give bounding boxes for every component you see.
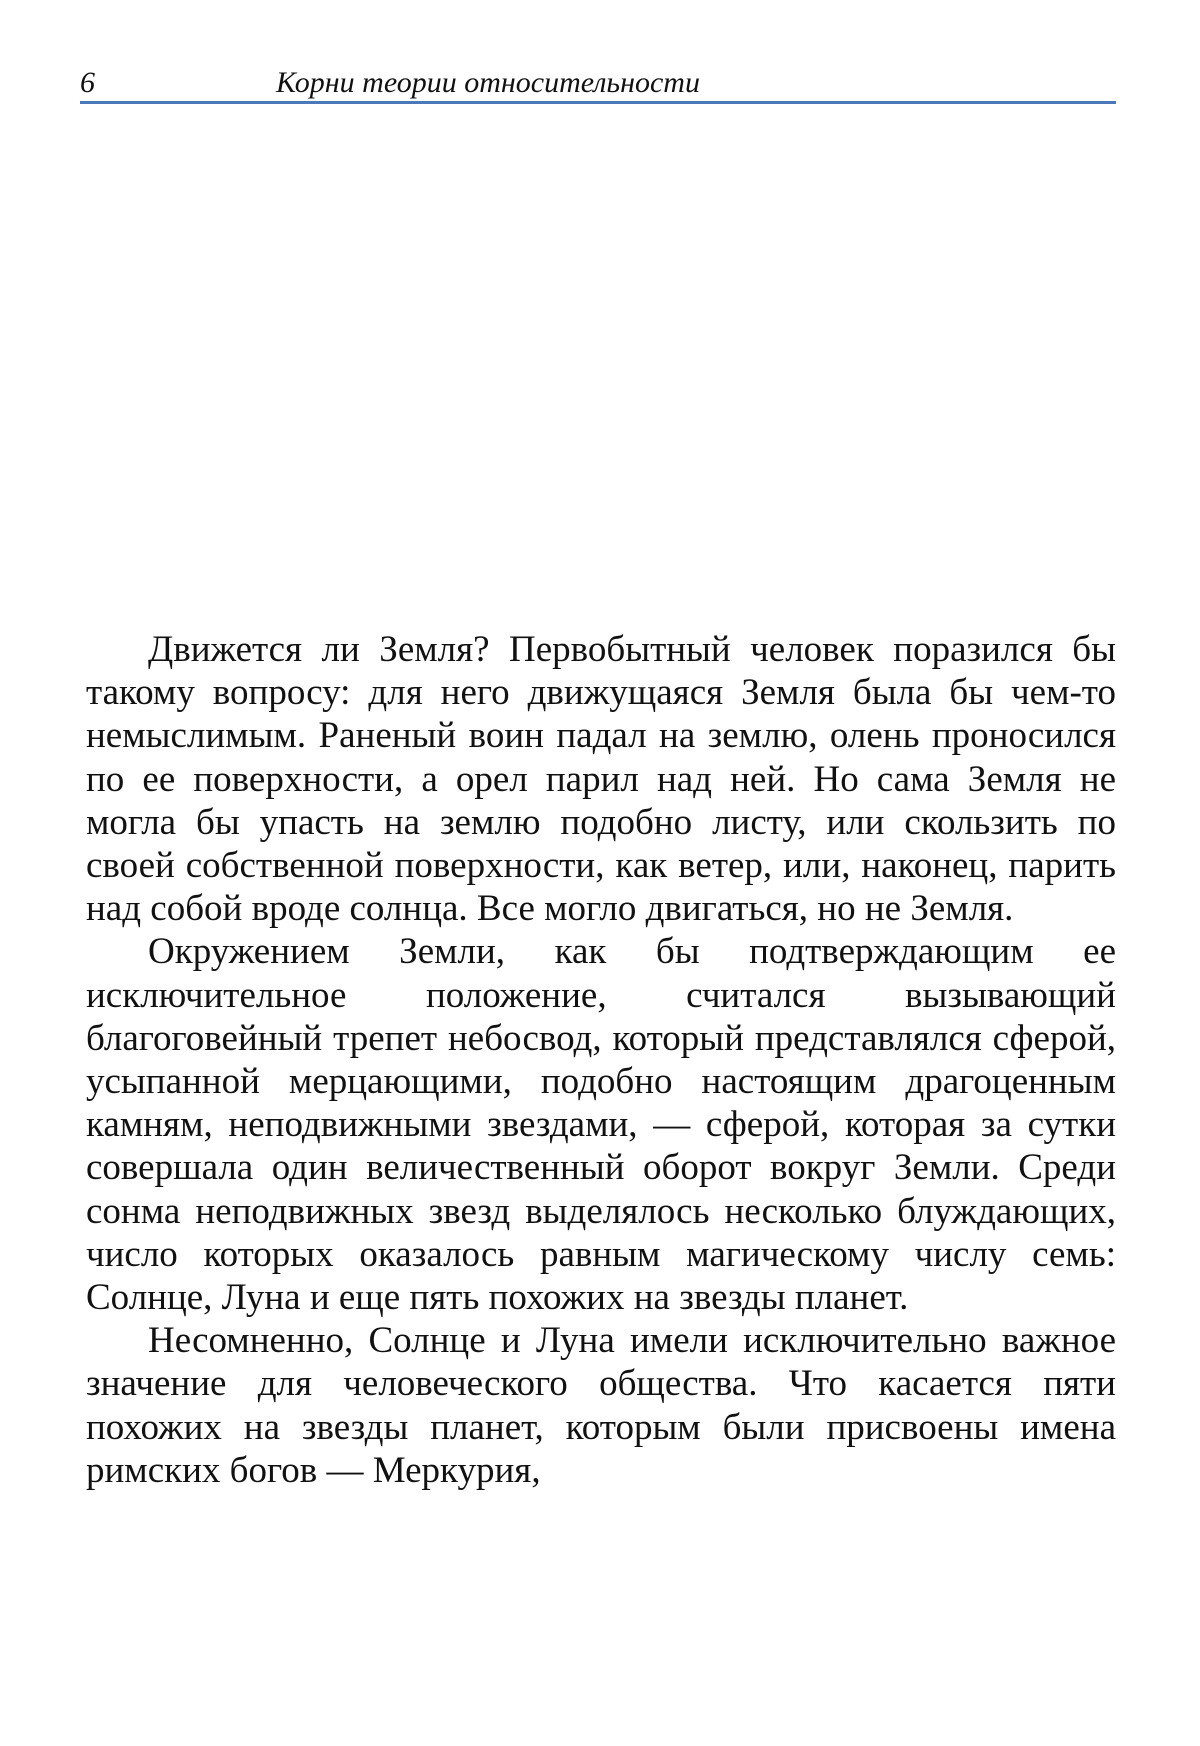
- header-rule: [80, 101, 1116, 104]
- paragraph: Окружением Земли, как бы подтверждающим ее исключительное положение, считался вызывающий благоговейный трепет небосвод, который представлялся сферой, усыпанной мерцающими, подобно настоящим драгоценным камням, неподвижными звездами, — сферой, которая за сутки совершала один величественный оборот вокруг Земли. Среди сонма неподвижных звезд выделялось несколько блуждающих, число которых оказалось равным магическому числу семь: Солнце, Луна и еще пять похожих на звезды планет.: [86, 931, 1116, 1319]
- body-text: [86, 628, 1116, 1492]
- paragraph: Несомненно, Солнце и Луна имели исключительно важное значение для человеческого общества. Что касается пяти похожих на звезды планет, которым были присвоены имена римских богов — Меркурия,: [86, 1320, 1116, 1491]
- paragraph: Движется ли Земля? Первобытный человек поразился бы такому вопросу: для него движущаяся Земля была бы чем-то немыслимым. Раненый воин падал на землю, олень проносился по ее поверхности, а орел парил над ней. Но сама Земля не могла бы упасть на землю подобно листу, или скользить по своей собственной поверхности, как ветер, или, наконец, парить над собой вроде солнца. Все могло двигаться, но не Земля.: [86, 629, 1116, 930]
- running-title: Корни теории относительности: [276, 66, 700, 99]
- page-number: 6: [80, 66, 95, 99]
- running-head: [80, 62, 1116, 104]
